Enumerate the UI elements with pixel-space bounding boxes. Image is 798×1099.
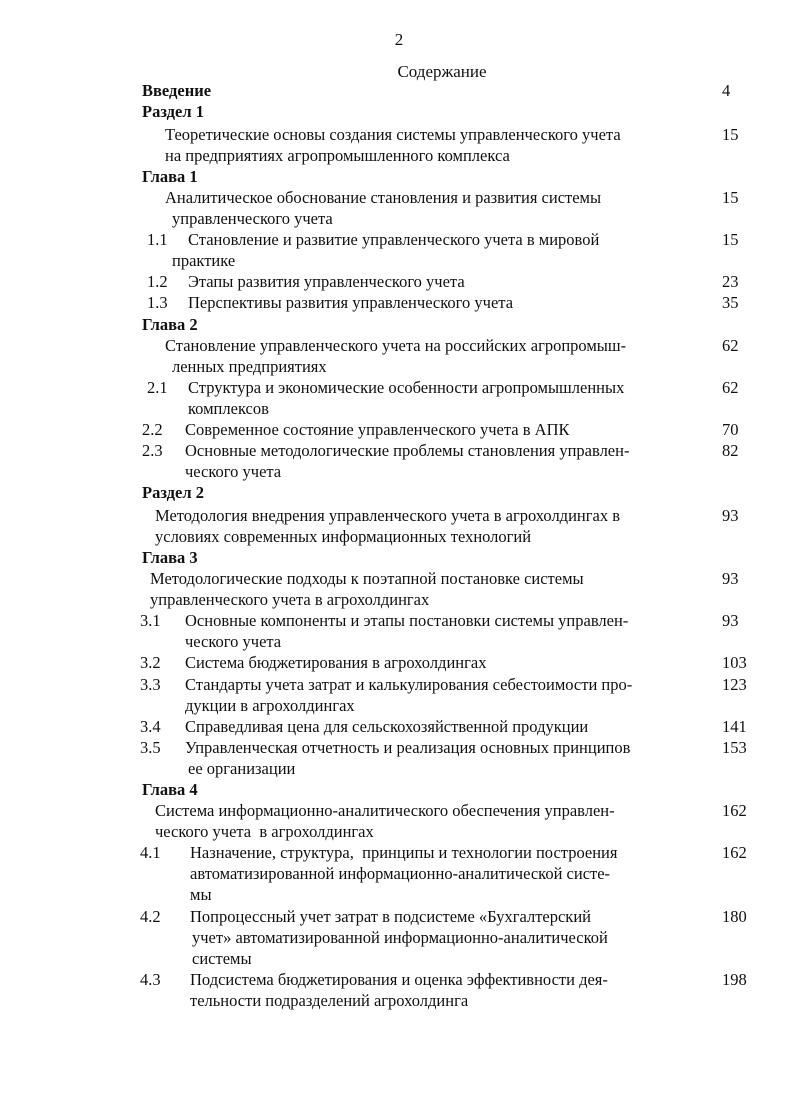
toc-entry-number: 4.3: [140, 970, 161, 989]
toc-entry-text-line: тельности подразделений агрохолдинга: [190, 991, 469, 1010]
toc-entry-text-line: Методология внедрения управленческого учета в агрохолдингах в: [155, 506, 620, 525]
toc-entry-text-line: Управленческая отчетность и реализация основных принципов: [185, 738, 631, 757]
toc-entry-number: 4.2: [140, 907, 161, 926]
toc-entry-number: 1.1: [147, 230, 168, 249]
toc-entry-number: 3.3: [140, 675, 161, 694]
toc-page-number: 62: [722, 336, 739, 355]
toc-page-number: 198: [722, 970, 747, 989]
toc-page-number: 123: [722, 675, 747, 694]
toc-heading-label: Глава 1: [142, 167, 198, 186]
toc-entry-text-line: автоматизированной информационно-аналитической систе-: [190, 864, 611, 883]
toc-entry-number: 1.3: [147, 293, 168, 312]
toc-entry-text-line: ческого учета в агрохолдингах: [155, 822, 374, 841]
toc-entry-text-line: ческого учета: [185, 632, 282, 651]
toc-entry-text-line: Аналитическое обоснование становления и развития системы: [165, 188, 602, 207]
toc-heading: [0, 80, 798, 101]
toc-entry-number: 3.1: [140, 611, 161, 630]
toc-entry-number: 3.2: [140, 653, 161, 672]
toc-entry-text-line: ленных предприятиях: [172, 357, 327, 376]
toc-page-number: 93: [722, 506, 739, 525]
toc-title: Содержание: [397, 62, 487, 81]
toc-entry-text-line: системы: [192, 949, 252, 968]
toc-entry-text-line: Основные методологические проблемы становления управлен-: [185, 441, 630, 460]
toc-entry-text-line: Перспективы развития управленческого учета: [188, 293, 514, 312]
toc-heading: [0, 101, 798, 122]
toc-page-number: 141: [722, 717, 747, 736]
toc-heading-label: Раздел 1: [142, 102, 204, 121]
toc-entry-text-line: Становление управленческого учета на российских агропромыш-: [165, 336, 627, 355]
toc-entry-text-line: Назначение, структура, принципы и технологии построения: [190, 843, 618, 862]
toc-page-number: 70: [722, 420, 739, 439]
toc-entry-number: 2.3: [142, 441, 163, 460]
toc-page-number: 23: [722, 272, 739, 291]
toc-heading: [0, 314, 798, 335]
toc-entry-text-line: Современное состояние управленческого учета в АПК: [185, 420, 570, 439]
toc-page-number: 62: [722, 378, 739, 397]
toc-page-number: 93: [722, 611, 739, 630]
toc-page-number: 162: [722, 801, 747, 820]
toc-page-number: 103: [722, 653, 747, 672]
toc-entry-text-line: Попроцессный учет затрат в подсистеме «Бухгалтерский: [190, 907, 591, 926]
toc-entry-text-line: управленческого учета: [172, 209, 333, 228]
toc-heading-label: Глава 4: [142, 780, 198, 799]
toc-entry-text-line: Стандарты учета затрат и калькулирования себестоимости про-: [185, 675, 633, 694]
page-number: 2: [394, 30, 404, 49]
toc-entry-number: 3.5: [140, 738, 161, 757]
toc-page-number: 82: [722, 441, 739, 460]
toc-heading: [0, 166, 798, 187]
toc-entry-text-line: условиях современных информационных технологий: [155, 527, 532, 546]
toc-entry-text-line: Структура и экономические особенности агропромышленных: [188, 378, 625, 397]
toc-entry-number: 4.1: [140, 843, 161, 862]
toc-entry-text-line: Подсистема бюджетирования и оценка эффективности дея-: [190, 970, 608, 989]
toc-entry-number: 2.2: [142, 420, 163, 439]
toc-entry-text-line: ческого учета: [185, 462, 282, 481]
toc-page-number: 4: [722, 81, 731, 100]
toc-entry-text-line: учет» автоматизированной информационно-аналитической: [192, 928, 608, 947]
toc-page-number: 180: [722, 907, 747, 926]
toc-entry-text-line: Система информационно-аналитического обеспечения управлен-: [155, 801, 615, 820]
toc-entry-text-line: практике: [172, 251, 236, 270]
toc-entry-text-line: Методологические подходы к поэтапной постановке системы: [150, 569, 584, 588]
toc-entry-text-line: дукции в агрохолдингах: [185, 696, 355, 715]
toc-entry-text-line: мы: [190, 885, 212, 904]
toc-heading: [0, 482, 798, 503]
toc-entry-text-line: Теоретические основы создания системы управленческого учета: [165, 125, 621, 144]
toc-entry-text-line: Этапы развития управленческого учета: [188, 272, 465, 291]
toc-heading: [0, 779, 798, 800]
toc-entry-text-line: Становление и развитие управленческого учета в мировой: [188, 230, 600, 249]
toc-entry-text-line: Справедливая цена для сельскохозяйственной продукции: [185, 717, 589, 736]
toc-entry-text-line: Основные компоненты и этапы постановки системы управлен-: [185, 611, 629, 630]
toc-heading-label: Глава 2: [142, 315, 198, 334]
toc-page-number: 15: [722, 230, 739, 249]
toc-entry-number: 1.2: [147, 272, 168, 291]
toc-heading-label: Глава 3: [142, 548, 198, 567]
toc-entry-text-line: ее организации: [188, 759, 296, 778]
toc-page-number: 162: [722, 843, 747, 862]
toc-entry-text-line: управленческого учета в агрохолдингах: [150, 590, 430, 609]
toc-entry-text-line: комплексов: [188, 399, 269, 418]
toc-page-number: 35: [722, 293, 739, 312]
toc-heading-label: Введение: [142, 81, 212, 100]
toc-page-number: 153: [722, 738, 747, 757]
toc-entry-text-line: на предприятиях агропромышленного комплекса: [165, 146, 510, 165]
toc-heading: [0, 547, 798, 568]
toc-entry-number: 2.1: [147, 378, 168, 397]
toc-page-number: 15: [722, 188, 739, 207]
toc-page-number: 15: [722, 125, 739, 144]
toc-entry-text-line: Система бюджетирования в агрохолдингах: [185, 653, 487, 672]
toc-entry-number: 3.4: [140, 717, 161, 736]
toc-heading-label: Раздел 2: [142, 483, 204, 502]
toc-page-number: 93: [722, 569, 739, 588]
